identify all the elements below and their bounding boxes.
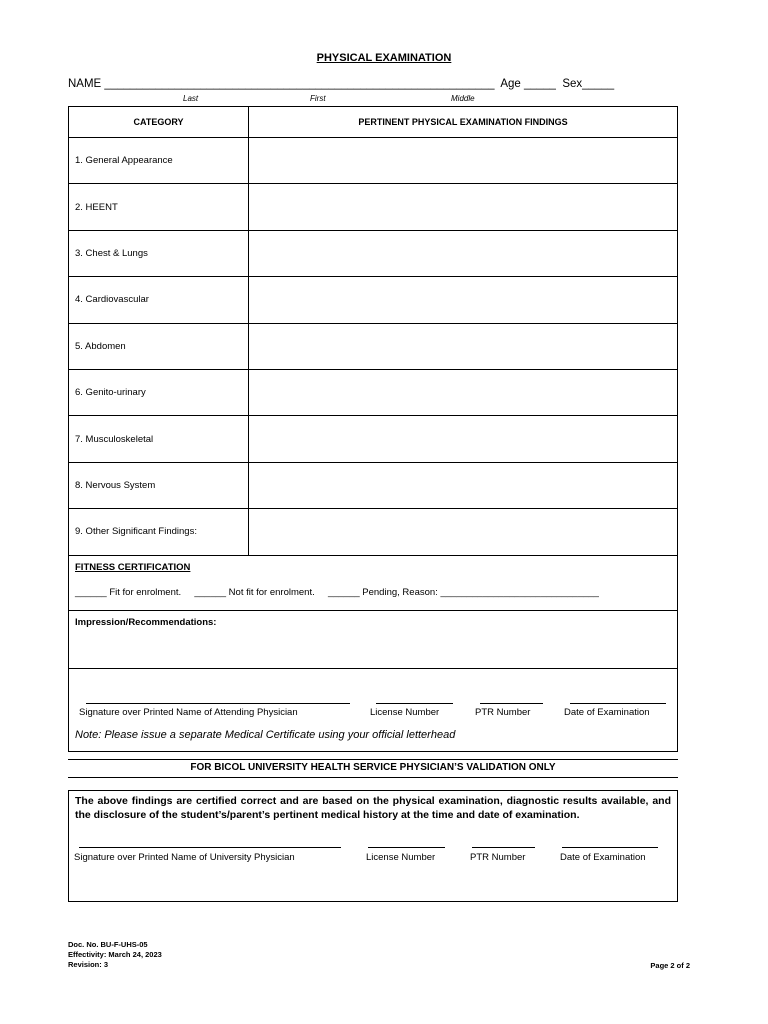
fitness-options-line[interactable]: ______ Fit for enrolment. ______ Not fit for enrolment. ______ Pending, Reason: ______________________________: [75, 586, 599, 598]
findings-cell[interactable]: [249, 463, 677, 508]
date-label: Date of Examination: [564, 706, 650, 718]
date-label: Date of Examination: [560, 852, 646, 863]
page-number: Page 2 of 2: [650, 961, 690, 970]
ptr-number-line[interactable]: [480, 703, 543, 704]
findings-cell[interactable]: [249, 370, 677, 415]
findings-cell[interactable]: [249, 416, 677, 461]
validation-statement: The above findings are certified correct and are based on the physical examination, diagnostic results available, and the disclosure of the student’s/parent’s pertinent medical history at the time and date of examination.: [75, 795, 671, 821]
license-number-line[interactable]: [368, 847, 445, 848]
ptr-number-label: PTR Number: [470, 852, 526, 863]
validation-box: [68, 790, 678, 902]
category-label: 9. Other Significant Findings:: [69, 509, 249, 554]
license-number-line[interactable]: [376, 703, 453, 704]
impression-title: Impression/Recommendations:: [75, 616, 217, 628]
date-line[interactable]: [562, 847, 658, 848]
ptr-number-line[interactable]: [472, 847, 535, 848]
name-sub-last: Last: [183, 94, 199, 103]
category-label: 7. Musculoskeletal: [69, 416, 249, 461]
name-age-sex-line[interactable]: NAME _____________________________________________________________ Age _____ Sex_____: [68, 78, 615, 90]
license-number-label: License Number: [370, 706, 440, 718]
attending-signature-section: [69, 669, 677, 751]
table-row: [69, 231, 677, 277]
date-line[interactable]: [570, 703, 666, 704]
license-number-label: License Number: [366, 852, 436, 863]
findings-cell[interactable]: [249, 184, 677, 229]
revision: Revision: 3: [68, 960, 109, 969]
category-label: 6. Genito-urinary: [69, 370, 249, 415]
signature-line[interactable]: [79, 847, 341, 848]
signature-label: Signature over Printed Name of University Physician: [74, 852, 295, 863]
doc-number: Doc. No. BU-F-UHS-05: [68, 940, 148, 949]
table-row: [69, 416, 677, 462]
divider: [68, 777, 678, 778]
category-label: 5. Abdomen: [69, 324, 249, 369]
fitness-certification-title: FITNESS CERTIFICATION: [75, 561, 191, 573]
signature-line[interactable]: [86, 703, 350, 704]
impression-section[interactable]: [69, 611, 677, 669]
category-label: 3. Chest & Lungs: [69, 231, 249, 276]
category-label: 8. Nervous System: [69, 463, 249, 508]
findings-cell[interactable]: [249, 138, 677, 183]
findings-cell[interactable]: [249, 324, 677, 369]
examination-table: [68, 106, 678, 752]
table-row: [69, 277, 677, 323]
signature-label: Signature over Printed Name of Attending Physician: [79, 706, 298, 718]
fitness-certification-section: [69, 556, 677, 611]
category-label: 4. Cardiovascular: [69, 277, 249, 322]
table-row: [69, 324, 677, 370]
table-header: [69, 107, 677, 138]
header-findings: PERTINENT PHYSICAL EXAMINATION FINDINGS: [358, 117, 568, 127]
name-sub-first: First: [310, 94, 326, 103]
category-label: 1. General Appearance: [69, 138, 249, 183]
certificate-note: Note: Please issue a separate Medical Certificate using your official letterhead: [75, 728, 456, 741]
findings-cell[interactable]: [249, 231, 677, 276]
findings-cell[interactable]: [249, 277, 677, 322]
table-row: [69, 463, 677, 509]
table-row: [69, 184, 677, 230]
effectivity: Effectivity: March 24, 2023: [68, 950, 162, 959]
findings-cell[interactable]: [249, 509, 677, 554]
form-title: PHYSICAL EXAMINATION: [316, 52, 452, 64]
table-row: [69, 370, 677, 416]
divider: [68, 759, 678, 760]
name-sub-middle: Middle: [451, 94, 475, 103]
validation-title: FOR BICOL UNIVERSITY HEALTH SERVICE PHYSICIAN’S VALIDATION ONLY: [190, 762, 556, 773]
header-category: CATEGORY: [69, 107, 249, 137]
table-row: [69, 138, 677, 184]
table-row: [69, 509, 677, 555]
document-footer: [68, 940, 162, 970]
category-label: 2. HEENT: [69, 184, 249, 229]
ptr-number-label: PTR Number: [475, 706, 531, 718]
